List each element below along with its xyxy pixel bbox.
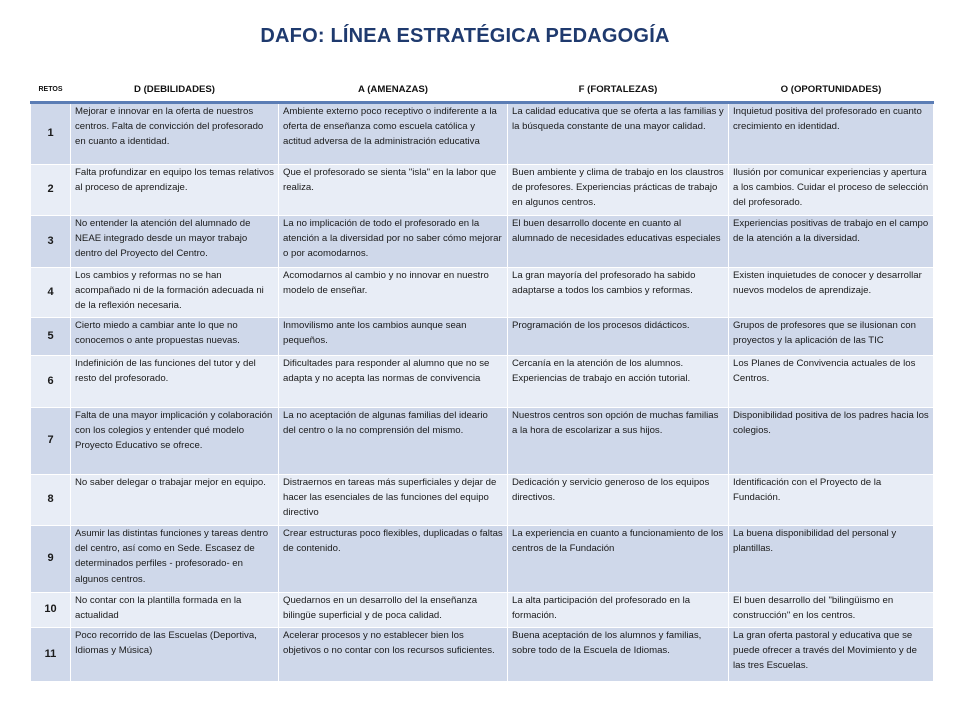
oportunidad-cell: Grupos de profesores que se ilusionan con proyectos y la aplicación de las TIC [729,318,934,356]
reto-number: 10 [31,593,71,628]
debilidad-cell: No entender la atención del alumnado de NEAE integrado desde un mayor trabajo dentro del Proyecto del Centro. [71,216,279,268]
amenaza-cell: Quedarnos en un desarrollo del la enseñanza bilingüe superficial y de poca calidad. [279,593,508,628]
table-row [31,318,934,356]
fortaleza-cell: La experiencia en cuanto a funcionamiento de los centros de la Fundación [508,526,729,593]
table-row [31,103,934,165]
header-amenazas: A (AMENAZAS) [279,79,508,103]
oportunidad-cell: Ilusión por comunicar experiencias y apertura a los cambios. Cuidar el proceso de selección del profesorado. [729,165,934,216]
oportunidad-cell: Inquietud positiva del profesorado en cuanto crecimiento en identidad. [729,103,934,165]
reto-number: 6 [31,356,71,408]
table-row [31,356,934,408]
oportunidad-cell: La buena disponibilidad del personal y plantillas. [729,526,934,593]
debilidad-cell: Asumir las distintas funciones y tareas dentro del centro, así como en Sede. Escasez de determinados perfiles - profesorado- en algunos centros. [71,526,279,593]
debilidad-cell: Falta profundizar en equipo los temas relativos al proceso de aprendizaje. [71,165,279,216]
oportunidad-cell: Existen inquietudes de conocer y desarrollar nuevos modelos de aprendizaje. [729,268,934,318]
oportunidad-cell: La gran oferta pastoral y educativa que se puede ofrecer a través del Movimiento y de las tres Escuelas. [729,628,934,682]
reto-number: 4 [31,268,71,318]
amenaza-cell: Acelerar procesos y no establecer bien los objetivos o no contar con los recursos suficientes. [279,628,508,682]
fortaleza-cell: Programación de los procesos didácticos. [508,318,729,356]
table-body [31,103,934,682]
amenaza-cell: La no implicación de todo el profesorado en la atención a la diversidad por no saber cómo mejorar o por acomodarnos. [279,216,508,268]
fortaleza-cell: Dedicación y servicio generoso de los equipos directivos. [508,475,729,526]
header-oportunidades: O (OPORTUNIDADES) [729,79,934,103]
debilidad-cell: Indefinición de las funciones del tutor y del resto del profesorado. [71,356,279,408]
fortaleza-cell: Nuestros centros son opción de muchas familias a la hora de escolarizar a sus hijos. [508,408,729,475]
reto-number: 7 [31,408,71,475]
oportunidad-cell: Experiencias positivas de trabajo en el campo de la atención a la diversidad. [729,216,934,268]
header-fortalezas: F (FORTALEZAS) [508,79,729,103]
oportunidad-cell: Disponibilidad positiva de los padres hacia los colegios. [729,408,934,475]
debilidad-cell: Los cambios y reformas no se han acompañado ni de la formación adecuada ni de la reflexión necesaria. [71,268,279,318]
debilidad-cell: Falta de una mayor implicación y colaboración con los colegios y entender qué modelo Proyecto Educativo se ofrece. [71,408,279,475]
amenaza-cell: Ambiente externo poco receptivo o indiferente a la oferta de enseñanza como escuela católica y actitud adversa de la administración educativa [279,103,508,165]
debilidad-cell: Cierto miedo a cambiar ante lo que no conocemos o ante propuestas nuevas. [71,318,279,356]
fortaleza-cell: Cercanía en la atención de los alumnos. Experiencias de trabajo en acción tutorial. [508,356,729,408]
reto-number: 11 [31,628,71,682]
fortaleza-cell: La gran mayoría del profesorado ha sabido adaptarse a todos los cambios y reformas. [508,268,729,318]
fortaleza-cell: Buena aceptación de los alumnos y familias, sobre todo de la Escuela de Idiomas. [508,628,729,682]
fortaleza-cell: La calidad educativa que se oferta a las familias y la búsqueda constante de una mayor calidad. [508,103,729,165]
dafo-table [30,78,934,682]
reto-number: 3 [31,216,71,268]
debilidad-cell: Poco recorrido de las Escuelas (Deportiva, Idiomas y Música) [71,628,279,682]
table-row [31,268,934,318]
reto-number: 9 [31,526,71,593]
amenaza-cell: Que el profesorado se sienta "isla" en la labor que realiza. [279,165,508,216]
table-header [31,79,934,103]
debilidad-cell: Mejorar e innovar en la oferta de nuestros centros. Falta de convicción del profesorado en cuanto a identidad. [71,103,279,165]
reto-number: 5 [31,318,71,356]
debilidad-cell: No saber delegar o trabajar mejor en equipo. [71,475,279,526]
amenaza-cell: Dificultades para responder al alumno que no se adapta y no acepta las normas de convivencia [279,356,508,408]
table-row [31,475,934,526]
page-title: DAFO: LÍNEA ESTRATÉGICA PEDAGOGÍA [260,25,670,47]
table-row [31,628,934,682]
table-row [31,408,934,475]
oportunidad-cell: El buen desarrollo del "bilingüismo en construcción" en los centros. [729,593,934,628]
fortaleza-cell: Buen ambiente y clima de trabajo en los claustros de profesores. Experiencias prácticas de trabajo en algunos centros. [508,165,729,216]
amenaza-cell: Crear estructuras poco flexibles, duplicadas o faltas de contenido. [279,526,508,593]
amenaza-cell: La no aceptación de algunas familias del ideario del centro o la no comprensión del mismo. [279,408,508,475]
table-row [31,526,934,593]
table-row [31,165,934,216]
table-row [31,216,934,268]
reto-number: 2 [31,165,71,216]
amenaza-cell: Acomodarnos al cambio y no innovar en nuestro modelo de enseñar. [279,268,508,318]
fortaleza-cell: La alta participación del profesorado en la formación. [508,593,729,628]
header-debilidades: D (DEBILIDADES) [71,79,279,103]
table-row [31,593,934,628]
reto-number: 8 [31,475,71,526]
amenaza-cell: Distraernos en tareas más superficiales y dejar de hacer las esenciales de las funciones del equipo directivo [279,475,508,526]
debilidad-cell: No contar con la plantilla formada en la actualidad [71,593,279,628]
amenaza-cell: Inmovilismo ante los cambios aunque sean pequeños. [279,318,508,356]
reto-number: 1 [31,103,71,165]
oportunidad-cell: Los Planes de Convivencia actuales de los Centros. [729,356,934,408]
header-retos: RETOS [31,79,71,103]
oportunidad-cell: Identificación con el Proyecto de la Fundación. [729,475,934,526]
header-row [31,79,934,103]
fortaleza-cell: El buen desarrollo docente en cuanto al alumnado de necesidades educativas especiales [508,216,729,268]
